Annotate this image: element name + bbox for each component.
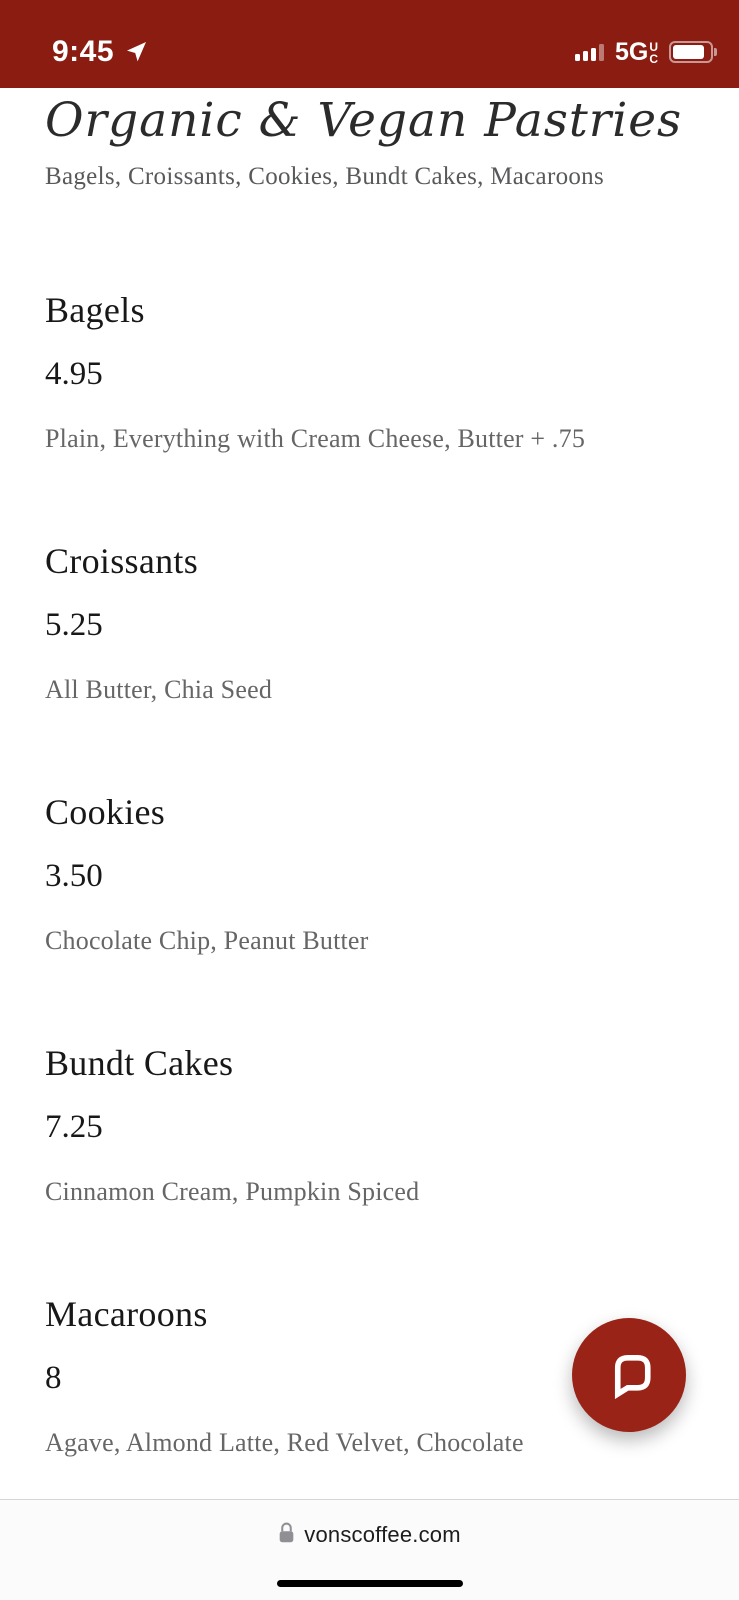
item-description: Cinnamon Cream, Pumpkin Spiced bbox=[45, 1176, 420, 1206]
item-price: 4.95 bbox=[45, 355, 103, 392]
lock-icon bbox=[278, 1521, 295, 1549]
address-bar[interactable] bbox=[0, 1521, 739, 1549]
item-description: Chocolate Chip, Peanut Butter bbox=[45, 925, 369, 955]
speech-bubble-icon bbox=[599, 1344, 659, 1407]
item-name: Bagels bbox=[45, 289, 145, 330]
item-price: 8 bbox=[45, 1359, 62, 1396]
item-name: Croissants bbox=[45, 540, 199, 581]
status-bar-left bbox=[52, 35, 148, 69]
chat-button[interactable] bbox=[572, 1318, 686, 1432]
item-name: Macaroons bbox=[45, 1293, 208, 1334]
menu-item-cookies bbox=[45, 792, 694, 957]
browser-bottom-bar bbox=[0, 1499, 739, 1600]
item-description: Agave, Almond Latte, Red Velvet, Chocolate bbox=[45, 1427, 524, 1457]
menu-item-bundt-cakes bbox=[45, 1043, 694, 1208]
location-arrow-icon bbox=[124, 40, 148, 64]
item-price: 3.50 bbox=[45, 857, 103, 894]
cell-signal-icon bbox=[575, 44, 604, 61]
item-name: Bundt Cakes bbox=[45, 1042, 234, 1083]
status-bar bbox=[0, 0, 739, 88]
menu-item-bagels bbox=[45, 290, 694, 455]
menu-item-croissants bbox=[45, 541, 694, 706]
network-uc-badge: U C bbox=[649, 39, 658, 66]
item-name: Cookies bbox=[45, 791, 166, 832]
home-indicator[interactable] bbox=[277, 1580, 463, 1587]
item-description: All Butter, Chia Seed bbox=[45, 674, 273, 704]
page-title: Organic & Vegan Pastries bbox=[45, 93, 683, 148]
network-type-indicator: 5G U C bbox=[614, 37, 658, 66]
battery-icon bbox=[669, 41, 713, 63]
clock: 9:45 bbox=[52, 35, 115, 68]
item-description: Plain, Everything with Cream Cheese, Butter + .75 bbox=[45, 423, 586, 453]
url-text: vonscoffee.com bbox=[304, 1522, 461, 1547]
item-price: 5.25 bbox=[45, 606, 103, 643]
item-price: 7.25 bbox=[45, 1108, 103, 1145]
page-subtitle: Bagels, Croissants, Cookies, Bundt Cakes, Macaroons bbox=[45, 163, 605, 191]
status-bar-right bbox=[575, 37, 713, 66]
pastry-menu bbox=[45, 290, 694, 1459]
